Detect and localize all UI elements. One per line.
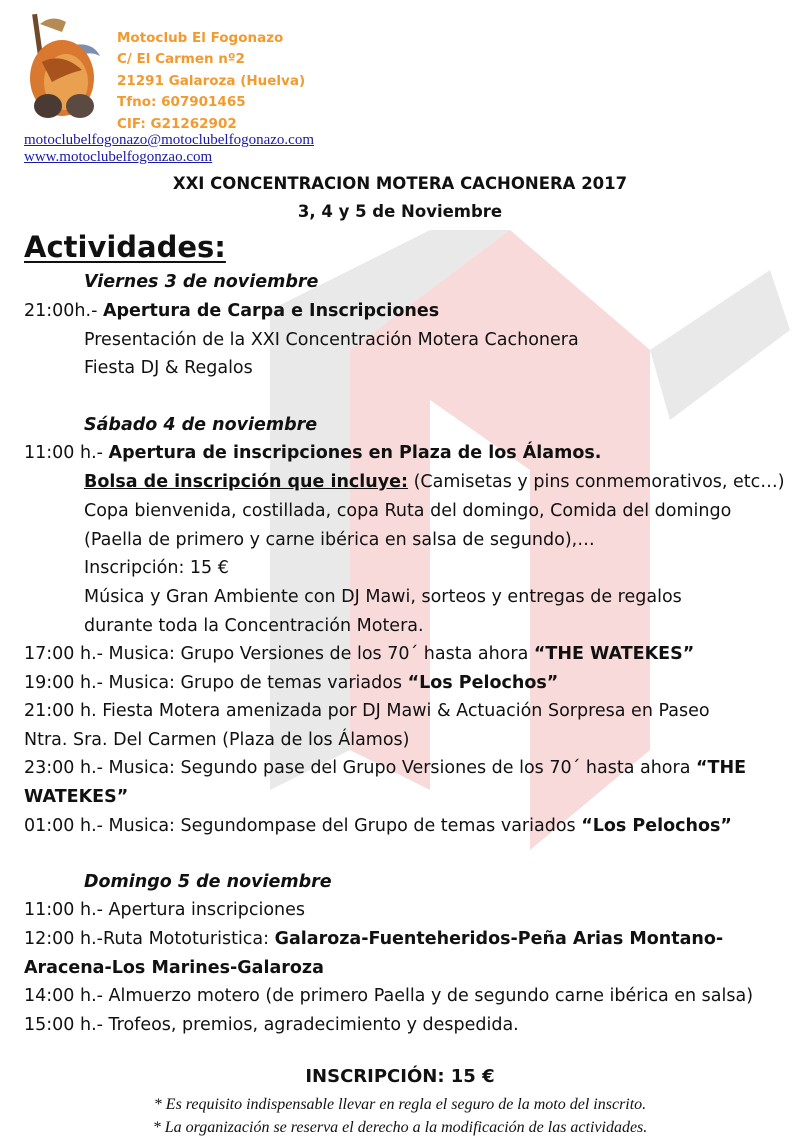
saturday-line-10: 21:00 h. Fiesta Motera amenizada por DJ Mawi & Actuación Sorpresa en Paseo (24, 701, 710, 721)
activity-text: 12:00 h.-Ruta Mototuristica: (24, 929, 275, 949)
club-phone: Tfno: 607901465 (117, 94, 246, 111)
sunday-line-4: 14:00 h.- Almuerzo motero (de primero Paella y de segundo carne ibérica en salsa) (24, 986, 754, 1006)
saturday-line-7: durante toda la Concentración Motera. (84, 616, 424, 636)
activity-text: 01:00 h.- Musica: Segundompase del Grupo de temas variados (24, 816, 582, 836)
activity-label: Apertura de Carpa e Inscripciones (102, 301, 440, 321)
sunday-line-1: 11:00 h.- Apertura inscripciones (24, 900, 306, 920)
activity-text: 23:00 h.- Musica: Segundo pase del Grupo Versiones de los 70´ hasta ahora (24, 758, 696, 778)
activity-text: 19:00 h.- Musica: Grupo de temas variados (24, 673, 408, 693)
website-link[interactable]: www.motoclubelfogonzao.com (24, 149, 213, 165)
day-heading-sunday: Domingo 5 de noviembre (84, 872, 332, 892)
band-name: “THE WATEKES” (533, 644, 695, 664)
activity-text: 17:00 h.- Musica: Grupo Versiones de los 70´ hasta ahora (24, 644, 534, 664)
club-logo (22, 12, 102, 122)
time-label: 11:00 h.- (24, 443, 109, 463)
event-dates: 3, 4 y 5 de Noviembre (297, 202, 503, 221)
note-changes: * La organización se reserva el derecho a la modificación de las actividades. (152, 1119, 648, 1136)
band-name: “Los Pelochos” (407, 673, 559, 693)
inscription-price: INSCRIPCIÓN: 15 € (305, 1066, 495, 1087)
route-name: Galaroza-Fuenteheridos-Peña Arias Montano- (274, 929, 724, 949)
club-info (117, 28, 305, 135)
saturday-line-6: Música y Gran Ambiente con DJ Mawi, sorteos y entregas de regalos (84, 587, 682, 607)
sunday-line-5: 15:00 h.- Trofeos, premios, agradecimiento y despedida. (24, 1015, 519, 1035)
saturday-line-5: Inscripción: 15 € (84, 558, 229, 578)
saturday-line-1 (24, 441, 601, 465)
club-cif: CIF: G21262902 (117, 115, 237, 132)
saturday-line-4: (Paella de primero y carne ibérica en salsa de segundo),… (84, 530, 595, 550)
bag-contents: (Camisetas y pins conmemorativos, etc…) (408, 472, 785, 492)
club-address: C/ El Carmen nº2 (117, 51, 245, 68)
club-city: 21291 Galaroza (Huelva) (117, 72, 306, 89)
sunday-line-2 (24, 927, 723, 951)
bag-label: Bolsa de inscripción que incluye: (84, 472, 409, 492)
time-label: 21:00h.- (24, 301, 103, 321)
friday-line-2: Presentación de la XXI Concentración Motera Cachonera (84, 330, 579, 350)
saturday-line-3: Copa bienvenida, costillada, copa Ruta del domingo, Comida del domingo (84, 501, 732, 521)
activities-heading: Actividades: (24, 230, 226, 264)
band-name: “Los Pelochos” (581, 816, 732, 836)
activity-label: Apertura de inscripciones en Plaza de los Álamos. (108, 443, 602, 463)
note-insurance: * Es requisito indispensable llevar en regla el seguro de la moto del inscrito. (153, 1096, 647, 1113)
sunday-line-3: Aracena-Los Marines-Galaroza (24, 958, 324, 978)
day-heading-saturday: Sábado 4 de noviembre (84, 415, 318, 435)
friday-line-3: Fiesta DJ & Regalos (84, 358, 253, 378)
saturday-line-11: Ntra. Sra. Del Carmen (Plaza de los Álamos) (24, 730, 410, 750)
band-name: “THE (696, 758, 747, 778)
saturday-line-13: WATEKES” (24, 787, 129, 807)
day-heading-friday: Viernes 3 de noviembre (84, 272, 319, 292)
saturday-line-8 (24, 642, 694, 666)
saturday-line-2 (84, 470, 785, 494)
saturday-line-12 (24, 756, 746, 780)
event-title: XXI CONCENTRACION MOTERA CACHONERA 2017 (172, 174, 628, 193)
club-name: Motoclub El Fogonazo (117, 30, 284, 46)
club-links (24, 132, 314, 166)
saturday-line-14 (24, 814, 732, 838)
saturday-line-9 (24, 671, 558, 695)
email-link[interactable]: motoclubelfogonazo@motoclubelfogonazo.com (24, 132, 314, 148)
friday-line-1 (24, 299, 439, 323)
